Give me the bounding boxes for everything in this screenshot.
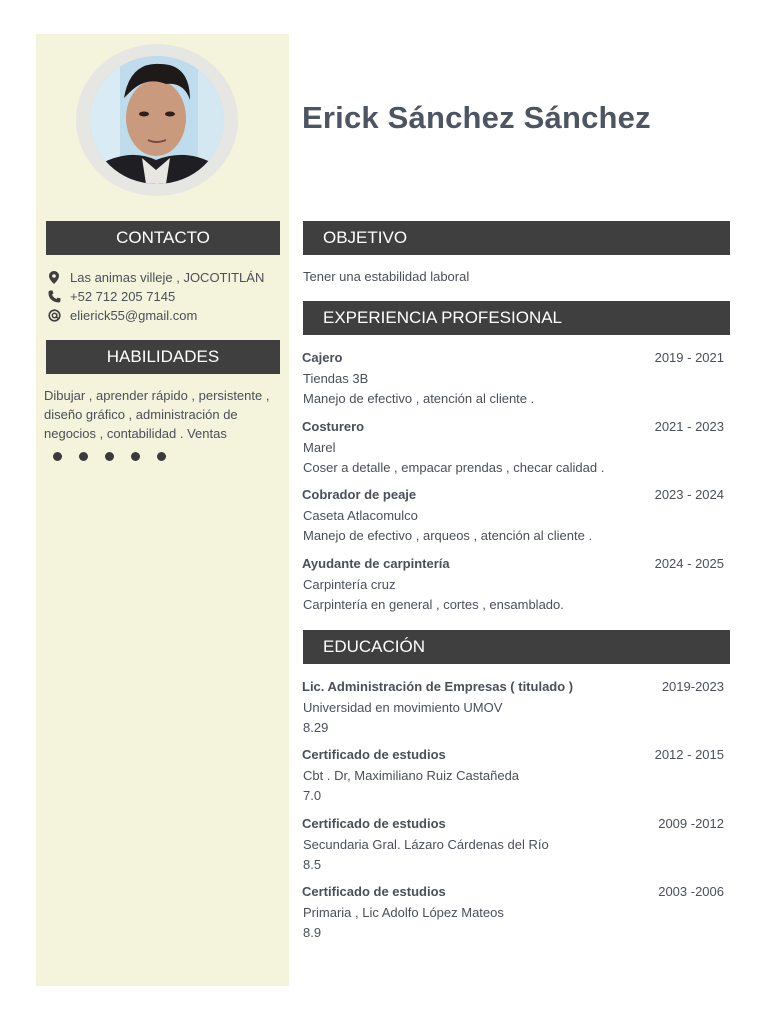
experience-title: Costurero — [302, 419, 365, 434]
location-pin-icon — [46, 271, 62, 285]
candidate-name: Erick Sánchez Sánchez — [302, 100, 651, 135]
experience-place: Tiendas 3B — [303, 371, 369, 386]
experience-desc: Manejo de efectivo , arqueos , atención al cliente . — [303, 528, 593, 543]
experience-item — [302, 555, 724, 615]
skill-dot — [53, 452, 62, 461]
education-grade: 8.29 — [303, 720, 329, 735]
experience-desc: Coser a detalle , empacar prendas , checar calidad . — [303, 460, 605, 475]
experience-date: 2021 - 2023 — [654, 419, 724, 434]
education-item — [302, 746, 724, 806]
skill-dot — [105, 452, 114, 461]
experience-desc: Manejo de efectivo , atención al cliente . — [303, 391, 535, 406]
objective-text: Tener una estabilidad laboral — [303, 269, 470, 284]
education-grade: 7.0 — [303, 788, 322, 803]
education-title: Certificado de estudios — [302, 884, 446, 899]
education-place: Universidad en movimiento UMOV — [303, 700, 503, 715]
contact-phone — [46, 287, 282, 306]
education-date: 2019-2023 — [661, 679, 724, 694]
at-sign-icon — [46, 309, 62, 323]
skills-header: HABILIDADES — [46, 340, 280, 374]
contact-phone-text[interactable]: +52 712 205 7145 — [70, 289, 176, 304]
contact-address — [46, 268, 282, 287]
education-date: 2009 -2012 — [658, 816, 724, 831]
experience-place: Caseta Atlacomulco — [303, 508, 418, 523]
experience-title: Cajero — [302, 350, 343, 365]
education-place: Primaria , Lic Adolfo López Mateos — [303, 905, 504, 920]
experience-place: Marel — [303, 440, 336, 455]
experience-item — [302, 418, 724, 478]
experience-title: Ayudante de carpintería — [302, 556, 450, 571]
experience-date: 2024 - 2025 — [654, 556, 724, 571]
education-date: 2012 - 2015 — [654, 747, 724, 762]
experience-date: 2019 - 2021 — [654, 350, 724, 365]
skill-dot — [131, 452, 140, 461]
phone-icon — [46, 290, 62, 304]
contact-header: CONTACTO — [46, 221, 280, 255]
education-item — [302, 815, 724, 875]
experience-place: Carpintería cruz — [303, 577, 396, 592]
experience-title: Cobrador de peaje — [302, 487, 417, 502]
contact-address-text: Las animas villeje , JOCOTITLÁN — [70, 270, 265, 285]
education-date: 2003 -2006 — [658, 884, 724, 899]
profile-photo — [90, 56, 224, 184]
objective-header: OBJETIVO — [303, 221, 730, 255]
education-grade: 8.5 — [303, 857, 322, 872]
skill-dot — [157, 452, 166, 461]
contact-email-text[interactable]: elierick55@gmail.com — [70, 308, 198, 323]
experience-date: 2023 - 2024 — [654, 487, 724, 502]
education-item — [302, 883, 724, 943]
profile-photo-frame — [76, 44, 238, 196]
education-title: Certificado de estudios — [302, 747, 446, 762]
skills-text: Dibujar , aprender rápido , persistente , diseño gráfico , administración de negocios , contabilidad . Ventas — [44, 388, 270, 441]
education-place: Secundaria Gral. Lázaro Cárdenas del Río — [303, 837, 549, 852]
education-place: Cbt . Dr, Maximiliano Ruiz Castañeda — [303, 768, 520, 783]
skill-dot — [79, 452, 88, 461]
education-grade: 8.9 — [303, 925, 322, 940]
skill-level-dots — [53, 452, 183, 461]
experience-item — [302, 349, 724, 409]
contact-email — [46, 306, 282, 325]
education-header: EDUCACIÓN — [303, 630, 730, 664]
experience-header: EXPERIENCIA PROFESIONAL — [303, 301, 730, 335]
experience-desc: Carpintería en general , cortes , ensamblado. — [303, 597, 564, 612]
education-item — [302, 678, 724, 738]
experience-item — [302, 486, 724, 546]
contact-list — [46, 268, 282, 325]
education-title: Lic. Administración de Empresas ( titulado ) — [302, 679, 574, 694]
education-title: Certificado de estudios — [302, 816, 446, 831]
